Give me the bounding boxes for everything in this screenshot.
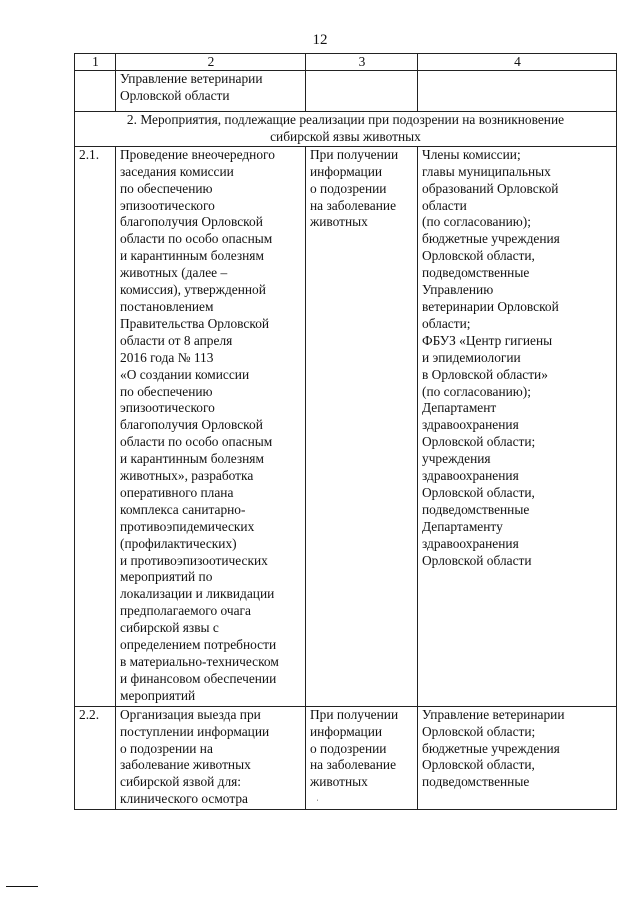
cell-line: здравоохранения [422, 468, 519, 484]
cell-line: и карантинным болезням [120, 451, 264, 467]
cell-line: подведомственные [422, 774, 530, 790]
cell-line: о подозрении [310, 740, 387, 756]
cell-line: локализации и ликвидации [120, 586, 275, 602]
cell-line: животных [310, 214, 368, 230]
column-number-2: 2 [116, 54, 306, 71]
cell-line: комплекса санитарно- [120, 501, 246, 517]
cell-line: подведомственные [422, 501, 530, 517]
cell-line: информации [310, 723, 383, 739]
cell-line: (профилактических) [120, 535, 237, 551]
cell-line: здравоохранения [422, 535, 519, 551]
column-number-4: 4 [418, 54, 617, 71]
cell-empty [418, 71, 617, 112]
cell-line: предполагаемого очага [120, 603, 251, 619]
cell-line: Орловской области, [422, 248, 535, 264]
cell-line: бюджетные учреждения [422, 740, 560, 756]
cell-line: информации [310, 163, 383, 179]
cell-line: оперативного плана [120, 484, 234, 500]
cell-line: области по особо опасным [120, 434, 273, 450]
section-heading: 2. Мероприятия, подлежащие реализации при подозрении на возникновение сибирской язвы животных [75, 112, 617, 147]
cell-line: Управление ветеринарии [422, 706, 565, 722]
page-number: 12 [312, 32, 328, 48]
cell-line: ФБУЗ «Центр гигиены [422, 332, 553, 348]
cell-line: о подозрении на [120, 740, 213, 756]
cell-line: (по согласованию); [422, 383, 531, 399]
cell-line: постановлением [120, 298, 214, 314]
cell-line: учреждения [422, 451, 491, 467]
row-action [116, 706, 306, 809]
cell-line: Орловской области; [422, 434, 536, 450]
cell-line: «О создании комиссии [120, 366, 250, 382]
cell-line: и эпидемиологии [422, 349, 521, 365]
cell-line: сибирской язвы с [120, 620, 219, 636]
measures-table [74, 53, 617, 810]
cell-line: животных (далее – [120, 265, 228, 281]
cell-line: заболевание животных [120, 757, 251, 773]
cell-empty [306, 71, 418, 112]
cell-line: по обеспечению [120, 180, 213, 196]
cell-line: животных [310, 774, 368, 790]
cell-line: и противоэпизоотических [120, 552, 268, 568]
cell-line: здравоохранения [422, 417, 519, 433]
cell-line: мероприятий [120, 687, 196, 703]
cell-line: Орловской области [422, 552, 532, 568]
cell-line: Департамент [422, 400, 497, 416]
table-header-row [75, 54, 617, 71]
scan-speck: ˈ [316, 798, 319, 808]
cell-line: Департаменту [422, 518, 503, 534]
row-executors [418, 146, 617, 706]
row-action [116, 146, 306, 706]
cell-line: эпизоотического [120, 400, 215, 416]
cell-line: области от 8 апреля [120, 332, 233, 348]
cell-line: эпизоотического [120, 197, 215, 213]
row-when [306, 146, 418, 706]
cell-line: главы муниципальных [422, 163, 551, 179]
cell-line: на заболевание [310, 197, 397, 213]
cell-line: заседания комиссии [120, 163, 234, 179]
cell-line: сибирской язвой для: [120, 774, 242, 790]
cell-line: противоэпидемических [120, 518, 255, 534]
cell-line: бюджетные учреждения [422, 231, 560, 247]
cell-line: области по особо опасным [120, 231, 273, 247]
cell-line: поступлении информации [120, 723, 270, 739]
cell-line: Правительства Орловской [120, 315, 270, 331]
cell-line: Проведение внеочередного [120, 146, 275, 162]
column-number-3: 3 [306, 54, 418, 71]
cell-line: определением потребности [120, 637, 277, 653]
cell-line: на заболевание [310, 757, 397, 773]
column-number-1: 1 [75, 54, 116, 71]
cell-line: Управлению [422, 282, 494, 298]
table-row [75, 706, 617, 809]
cell-line: Организация выезда при [120, 706, 261, 722]
cell-line: благополучия Орловской [120, 417, 263, 433]
cell-line: в материально-техническом [120, 654, 279, 669]
cell-line: о подозрении [310, 180, 387, 196]
cell-line: (по согласованию); [422, 214, 531, 230]
cell-line: комиссия), утвержденной [120, 282, 266, 298]
table-row [75, 146, 617, 706]
cell-line: При получении [310, 706, 399, 722]
row-number: 2.1. [75, 146, 116, 706]
table-row-continued [75, 71, 617, 112]
cell-line: Орловской области, [422, 757, 535, 773]
cell-line: ветеринарии Орловской [422, 298, 559, 314]
row-number: 2.2. [75, 706, 116, 809]
cell-line: и финансовом обеспечении [120, 670, 277, 686]
section-heading-row [75, 112, 617, 147]
row-executors [418, 706, 617, 809]
cell-line: 2016 года № 113 [120, 349, 214, 365]
cell-executor-continued: Управление ветеринарии Орловской области [116, 71, 306, 112]
cell-line: по обеспечению [120, 383, 213, 399]
cell-line: благополучия Орловской [120, 214, 263, 230]
cell-line: мероприятий по [120, 569, 213, 585]
footnote-rule [6, 886, 38, 887]
cell-line: Орловской области, [422, 484, 535, 500]
cell-line: образований Орловской [422, 180, 559, 196]
cell-line: области; [422, 315, 471, 331]
cell-line: подведомственные [422, 265, 530, 281]
cell-empty [75, 71, 116, 112]
cell-line: и карантинным болезням [120, 248, 264, 264]
row-when [306, 706, 418, 809]
cell-line: клинического осмотра [120, 791, 248, 807]
cell-line: Члены комиссии; [422, 146, 521, 162]
cell-line: области [422, 197, 467, 213]
cell-line: животных», разработка [120, 468, 254, 484]
cell-line: Орловской области; [422, 723, 536, 739]
cell-line: в Орловской области» [422, 366, 548, 382]
cell-line: При получении [310, 146, 399, 162]
